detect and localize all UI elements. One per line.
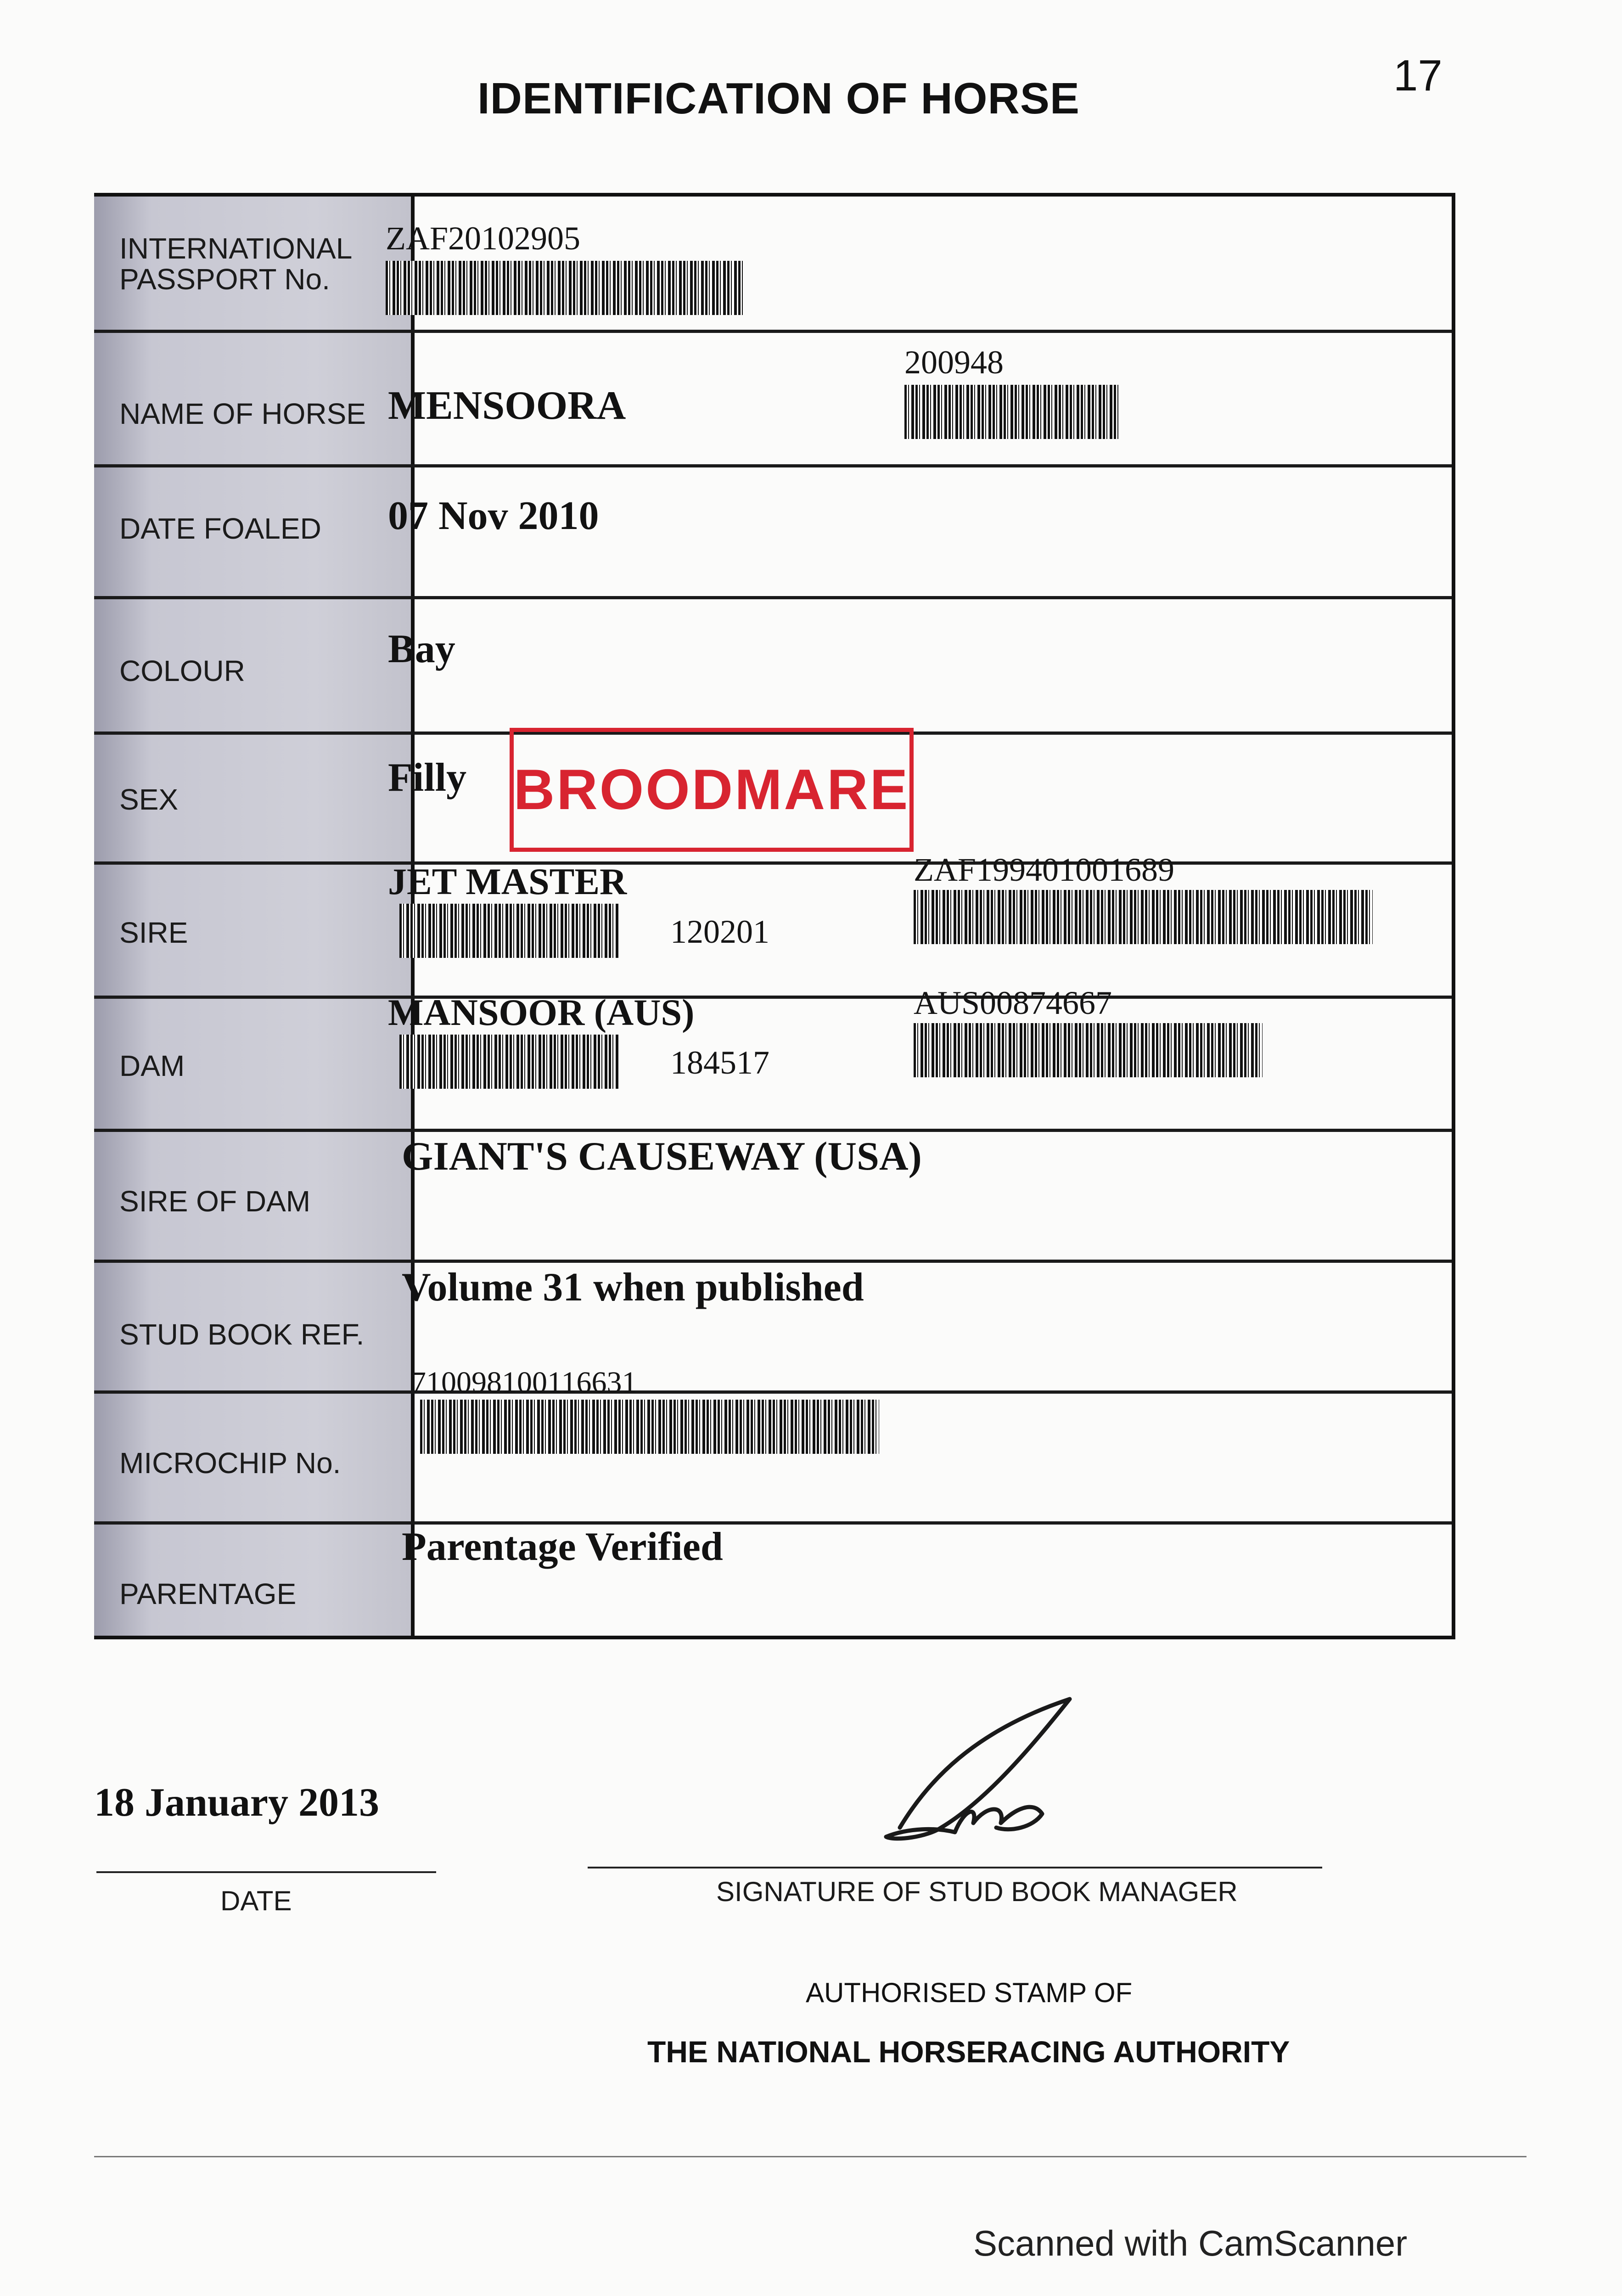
date-foaled: 07 Nov 2010: [388, 494, 599, 538]
label-date-foaled: DATE FOALED: [119, 512, 321, 545]
label-sire-of-dam: SIRE OF DAM: [119, 1185, 311, 1218]
parentage-value: Parentage Verified: [402, 1525, 723, 1569]
sire-barcode: [399, 904, 620, 958]
label-colour: COLOUR: [119, 654, 245, 687]
camscanner-watermark: Scanned with CamScanner: [973, 2223, 1408, 2263]
sire-ref: 120201: [670, 913, 769, 950]
label-sire: SIRE: [119, 916, 188, 949]
row-divider: [94, 1390, 1452, 1394]
row-divider: [94, 1260, 1452, 1263]
sire-passport-barcode: [914, 890, 1373, 944]
row-divider: [94, 1521, 1452, 1525]
page-number: 17: [1393, 51, 1442, 100]
signature-label: SIGNATURE OF STUD BOOK MANAGER: [716, 1876, 1238, 1907]
label-parentage: PARENTAGE: [119, 1577, 297, 1610]
broodmare-stamp: BROODMARE: [510, 728, 914, 852]
row-divider: [94, 861, 1452, 865]
signature-image: [859, 1690, 1097, 1864]
signature-underline: [588, 1867, 1322, 1868]
colour-value: Bay: [388, 627, 455, 671]
label-microchip: MICROCHIP No.: [119, 1446, 341, 1480]
label-sex: SEX: [119, 783, 179, 816]
identification-table: [94, 193, 1455, 1639]
label-passport: INTERNATIONAL PASSPORT No.: [119, 232, 351, 296]
passport-barcode: [386, 261, 744, 315]
page-title: IDENTIFICATION OF HORSE: [477, 74, 1080, 123]
dam-barcode: [399, 1035, 620, 1089]
dam-passport: AUS00874667: [914, 985, 1112, 1021]
date-label: DATE: [220, 1885, 292, 1916]
date-underline: [96, 1871, 436, 1873]
dam-passport-barcode: [914, 1023, 1263, 1077]
row-divider: [94, 1129, 1452, 1132]
row-divider: [94, 464, 1452, 467]
label-dam: DAM: [119, 1049, 185, 1082]
horse-ref: 200948: [904, 344, 1004, 381]
stud-book-ref-value: Volume 31 when published: [402, 1265, 864, 1310]
sire-name: JET MASTER: [388, 861, 627, 902]
stamp-label: AUTHORISED STAMP OF: [806, 1977, 1133, 2008]
authority-name: THE NATIONAL HORSERACING AUTHORITY: [647, 2035, 1290, 2069]
sire-passport: ZAF199401001689: [914, 851, 1175, 888]
horse-ref-barcode: [904, 385, 1120, 439]
row-divider: [94, 330, 1452, 333]
sex-value: Filly: [388, 755, 467, 800]
sire-of-dam-value: GIANT'S CAUSEWAY (USA): [402, 1134, 922, 1179]
microchip-barcode: [420, 1400, 879, 1454]
page-bottom-edge: [94, 2156, 1527, 2157]
dam-ref: 184517: [670, 1044, 769, 1081]
dam-name: MANSOOR (AUS): [388, 991, 695, 1033]
row-divider: [94, 596, 1452, 599]
label-stud-book-ref: STUD BOOK REF.: [119, 1318, 365, 1351]
issue-date: 18 January 2013: [94, 1780, 379, 1825]
row-divider: [94, 996, 1452, 999]
horse-name: MENSOORA: [388, 383, 626, 428]
passport-number: ZAF20102905: [386, 220, 581, 257]
microchip-number: 710098100116631: [411, 1366, 637, 1399]
label-horse-name: NAME OF HORSE: [119, 397, 366, 430]
